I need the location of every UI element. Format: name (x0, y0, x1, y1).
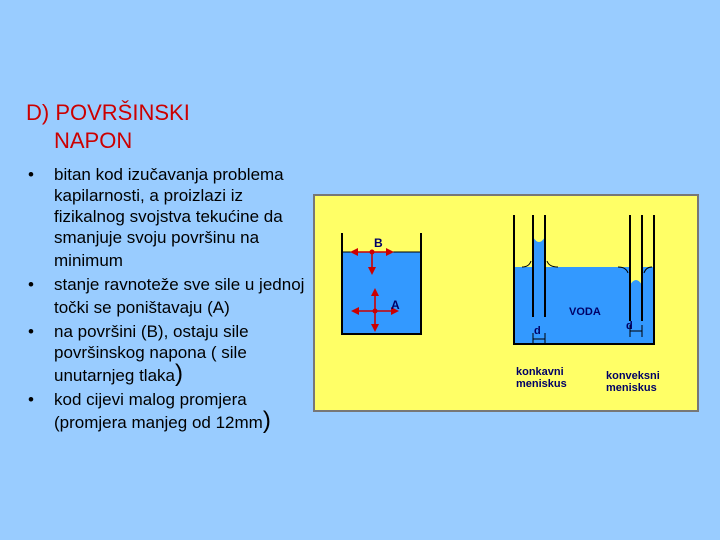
caption-convex-1: konveksni (606, 370, 660, 382)
surface-tension-diagram (312, 193, 700, 413)
title-line-1: D) POVRŠINSKI (26, 100, 190, 125)
label-d-right: d (626, 320, 633, 332)
caption-concave-2: meniskus (516, 378, 567, 390)
bullet-icon: • (28, 165, 34, 184)
caption-convex-2: meniskus (606, 382, 657, 394)
caption-concave-1: konkavni (516, 366, 564, 378)
bullet-item (26, 321, 316, 386)
label-b: B (374, 236, 383, 250)
bullet-tail: ) (262, 407, 271, 434)
label-a: A (391, 298, 400, 312)
bullet-list (26, 164, 316, 436)
bullet-text: kod cijevi malog promjera (promjera manjeg od 12mm (54, 390, 263, 432)
title-line-2: NAPON (54, 128, 133, 153)
bullet-text: stanje ravnoteže sve sile u jednoj točki se poništavaju (A) (54, 275, 305, 317)
bullet-tail: ) (174, 360, 183, 387)
bullet-item (26, 274, 316, 318)
bullet-text: na površini (B), ostaju sile površinskog napona ( sile unutarnjeg tlaka (54, 322, 249, 385)
label-d-left: d (534, 325, 541, 337)
bullet-icon: • (28, 390, 34, 409)
bullet-item (26, 389, 316, 433)
slide-title (26, 99, 306, 155)
bullet-icon: • (28, 322, 34, 341)
bullet-icon: • (28, 275, 34, 294)
label-voda: VODA (569, 306, 601, 318)
bullet-item (26, 164, 316, 271)
bullet-text: bitan kod izučavanja problema kapilarnosti, a proizlazi iz fizikalnog svojstva tekućine da smanjuje svoju površinu na minimum (54, 165, 284, 270)
